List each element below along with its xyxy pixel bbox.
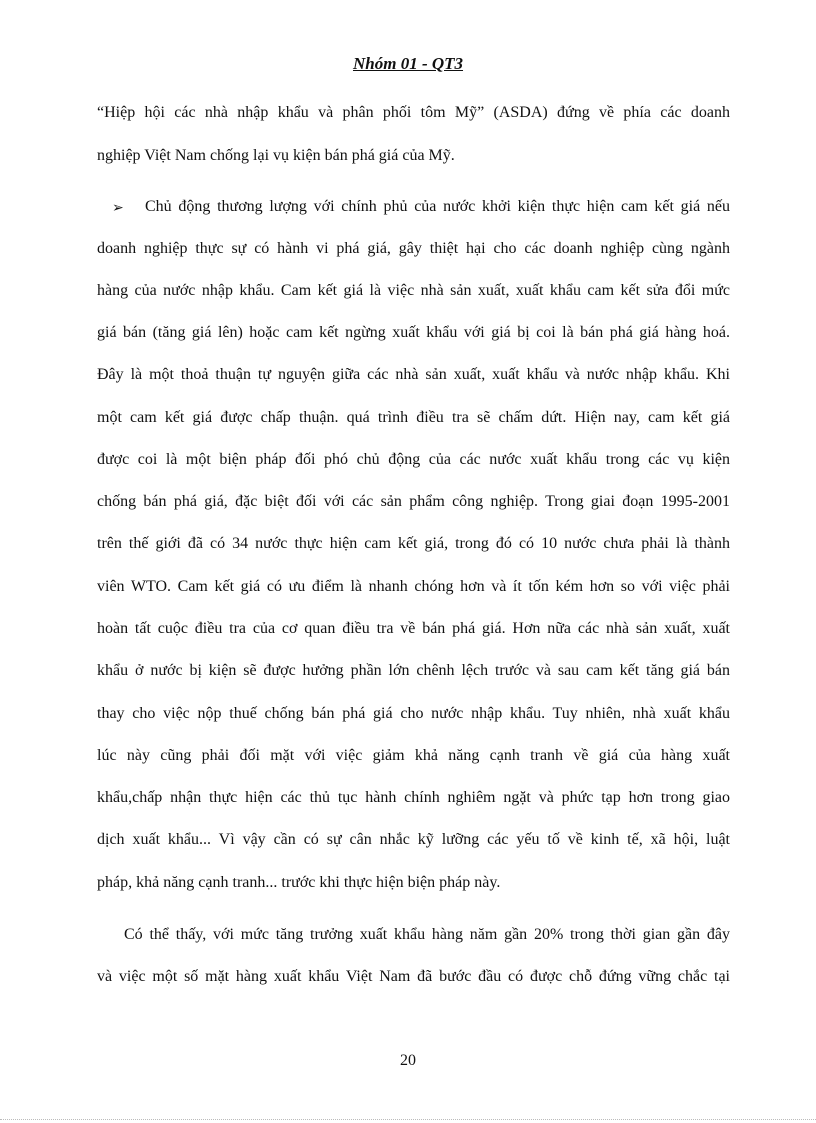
text-line: pháp, khả năng cạnh tranh... trước khi thực hiện biện pháp này. xyxy=(97,874,501,891)
text-line: khẩu ở nước bị kiện sẽ được hưởng phần lớn chênh lệch trước và sau cam kết tăng giá bán xyxy=(97,662,730,679)
text-line: doanh nghiệp thực sự có hành vi phá giá, gây thiệt hại cho các doanh nghiệp cùng ngành xyxy=(97,240,730,257)
text-line: “Hiệp hội các nhà nhập khẩu và phân phối tôm Mỹ” (ASDA) đứng về phía các doanh xyxy=(97,104,730,121)
page-header-title: Nhóm 01 - QT3 xyxy=(352,54,464,73)
text-line: nghiệp Việt Nam chống lại vụ kiện bán phá giá của Mỹ. xyxy=(97,147,455,164)
text-line: khẩu,chấp nhận thực hiện các thủ tục hành chính nghiêm ngặt và phức tạp hơn trong giao xyxy=(97,789,730,806)
text-line: dịch xuất khẩu... Vì vậy cần có sự cân nhắc kỹ lưỡng các yếu tố về kinh tế, xã hội, luật xyxy=(97,831,730,848)
text-line: và việc một số mặt hàng xuất khẩu Việt Nam đã bước đầu có được chỗ đứng vững chắc tại xyxy=(97,968,730,985)
text-line: Chủ động thương lượng với chính phủ của nước khởi kiện thực hiện cam kết giá nếu xyxy=(145,198,730,215)
text-line: Có thể thấy, với mức tăng trưởng xuất khẩu hàng năm gần 20% trong thời gian gần đây xyxy=(124,926,730,943)
page-bottom-divider xyxy=(0,1119,816,1120)
text-line: giá bán (tăng giá lên) hoặc cam kết ngừng xuất khẩu với giá bị coi là bán phá giá hàng hoá. xyxy=(97,324,730,341)
text-line: một cam kết giá được chấp thuận. quá trình điều tra sẽ chấm dứt. Hiện nay, cam kết giá xyxy=(97,409,730,426)
text-line: hoàn tất cuộc điều tra của cơ quan điều tra về bán phá giá. Hơn nữa các nhà sản xuất, xuất xyxy=(97,620,730,637)
page-number: 20 xyxy=(400,1052,416,1069)
text-line: lúc này cũng phải đối mặt với việc giảm khả năng cạnh tranh về giá của hàng xuất xyxy=(97,747,730,764)
text-line: thay cho việc nộp thuế chống bán phá giá cho nước nhập khẩu. Tuy nhiên, nhà xuất khẩu xyxy=(97,705,730,722)
text-line: hàng của nước nhập khẩu. Cam kết giá là việc nhà sản xuất, xuất khẩu cam kết sửa đổi mức xyxy=(97,282,730,299)
text-line: chống bán phá giá, đặc biệt đối với các sản phẩm công nghiệp. Trong giai đoạn 1995-2001 xyxy=(97,493,730,510)
text-line: được coi là một biện pháp đối phó chủ động của các nước xuất khẩu trong các vụ kiện xyxy=(97,451,730,468)
bullet-arrow-icon: ➢ xyxy=(112,201,124,216)
text-line: viên WTO. Cam kết giá có ưu điểm là nhanh chóng hơn và ít tốn kém hơn so với việc phải xyxy=(97,578,730,595)
text-line: Đây là một thoả thuận tự nguyện giữa các nhà sản xuất, xuất khẩu và nước nhập khẩu. Khi xyxy=(97,366,730,383)
text-line: trên thế giới đã có 34 nước thực hiện cam kết giá, trong đó có 10 nước chưa phải là thành xyxy=(97,535,730,552)
